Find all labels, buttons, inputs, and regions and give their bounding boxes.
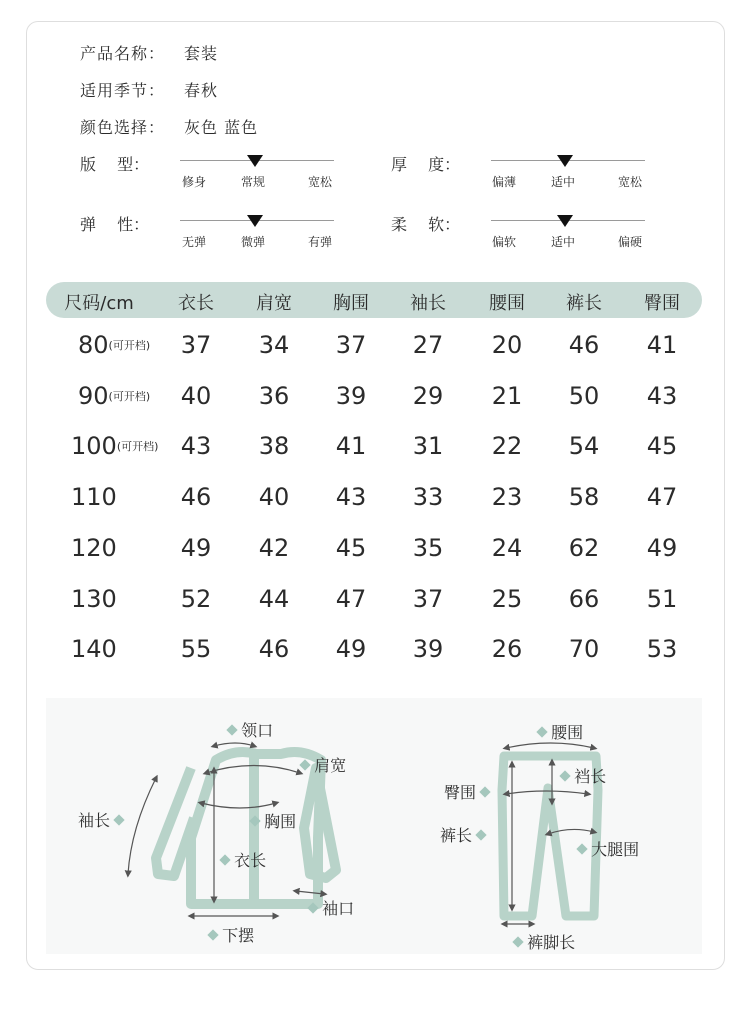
fit-option-2: 常规 xyxy=(241,175,266,189)
product-name-value: 套装 xyxy=(184,44,219,63)
fit-option-3: 宽松 xyxy=(308,175,333,189)
value-cell: 29 xyxy=(412,381,444,410)
table-row xyxy=(0,432,750,472)
header-waist: 腰围 xyxy=(489,293,525,314)
diamond-icon xyxy=(576,843,587,854)
value-cell: 38 xyxy=(258,432,290,461)
softness-option-2: 适中 xyxy=(551,235,576,249)
value-cell: 41 xyxy=(335,432,367,461)
table-row xyxy=(0,382,750,422)
value-cell: 55 xyxy=(180,635,212,664)
value-cell: 39 xyxy=(412,635,444,664)
product-name-label: 产品名称： xyxy=(80,44,166,63)
color-label: 颜色选择： xyxy=(80,118,166,137)
hem-label: 下摆 xyxy=(209,923,254,946)
measurement-diagram xyxy=(46,698,702,954)
length-label: 衣长 xyxy=(221,848,266,871)
value-cell: 46 xyxy=(258,635,290,664)
diamond-icon xyxy=(559,770,570,781)
diamond-icon xyxy=(512,936,523,947)
rise-label: 裆长 xyxy=(561,764,606,787)
value-cell: 41 xyxy=(646,331,678,359)
value-cell: 42 xyxy=(258,533,290,562)
elasticity-scale-marker xyxy=(247,215,263,227)
value-cell: 58 xyxy=(568,483,600,512)
value-cell: 49 xyxy=(646,533,678,562)
cuff-label: 袖口 xyxy=(309,896,354,919)
elasticity-option-3: 有弹 xyxy=(308,235,333,249)
table-row xyxy=(0,585,750,625)
diamond-icon xyxy=(226,724,237,735)
chest-label: 胸围 xyxy=(251,809,296,832)
value-cell: 25 xyxy=(491,584,523,613)
diamond-icon xyxy=(299,759,310,770)
softness-option-3: 偏硬 xyxy=(618,235,643,249)
thigh-label: 大腿围 xyxy=(578,837,639,860)
value-cell: 50 xyxy=(568,381,600,410)
size-cell: 140 xyxy=(71,635,117,664)
size-cell: 110 xyxy=(71,483,117,512)
table-row xyxy=(0,483,750,523)
thickness-option-2: 适中 xyxy=(551,175,576,189)
value-cell: 33 xyxy=(412,483,444,512)
value-cell: 40 xyxy=(180,381,212,410)
header-shoulder: 肩宽 xyxy=(256,293,292,314)
size-note: (可开档) xyxy=(116,440,159,454)
value-cell: 43 xyxy=(180,432,212,461)
header-length: 衣长 xyxy=(178,293,214,314)
diamond-icon xyxy=(249,815,260,826)
softness-scale-marker xyxy=(557,215,573,227)
value-cell: 35 xyxy=(412,533,444,562)
value-cell: 23 xyxy=(491,483,523,512)
value-cell: 49 xyxy=(335,635,367,664)
fit-scale-label: 版 型： xyxy=(80,155,150,174)
thickness-scale-marker xyxy=(557,155,573,167)
fit-scale-marker xyxy=(247,155,263,167)
value-cell: 24 xyxy=(491,533,523,562)
leg-opening-label: 裤脚长 xyxy=(514,930,575,953)
shoulder-label: 肩宽 xyxy=(301,753,346,776)
value-cell: 37 xyxy=(412,584,444,613)
value-cell: 52 xyxy=(180,584,212,613)
table-row xyxy=(0,331,750,371)
size-table-header xyxy=(46,282,702,318)
size-cell: 120 xyxy=(71,533,117,562)
season-value: 春秋 xyxy=(184,81,219,100)
value-cell: 53 xyxy=(646,635,678,664)
thickness-option-1: 偏薄 xyxy=(492,175,517,189)
softness-scale-label: 柔 软： xyxy=(391,215,461,234)
value-cell: 66 xyxy=(568,584,600,613)
size-note: (可开档) xyxy=(108,389,151,403)
value-cell: 47 xyxy=(335,584,367,613)
value-cell: 47 xyxy=(646,483,678,512)
value-cell: 62 xyxy=(568,533,600,562)
header-chest: 胸围 xyxy=(333,293,369,314)
value-cell: 36 xyxy=(258,381,290,410)
table-row xyxy=(0,635,750,675)
value-cell: 45 xyxy=(646,432,678,461)
thickness-scale-label: 厚 度： xyxy=(391,155,461,174)
diamond-icon xyxy=(207,929,218,940)
value-cell: 21 xyxy=(491,381,523,410)
value-cell: 20 xyxy=(491,331,523,359)
season-row xyxy=(80,78,218,101)
value-cell: 34 xyxy=(258,331,290,359)
diamond-icon xyxy=(536,726,547,737)
product-name-row xyxy=(80,41,218,64)
elasticity-option-2: 微弹 xyxy=(241,235,266,249)
pants-length-label: 裤长 xyxy=(440,823,485,846)
thickness-option-3: 宽松 xyxy=(618,175,643,189)
value-cell: 27 xyxy=(412,331,444,359)
waist-label: 腰围 xyxy=(538,720,583,743)
value-cell: 51 xyxy=(646,584,678,613)
hip-label: 臀围 xyxy=(444,780,489,803)
header-hip: 臀围 xyxy=(644,293,680,314)
collar-label: 领口 xyxy=(228,718,273,741)
header-size: 尺码/cm xyxy=(64,293,134,314)
size-cell: 90(可开档) xyxy=(78,381,151,410)
size-cell: 80(可开档) xyxy=(78,331,151,359)
value-cell: 26 xyxy=(491,635,523,664)
value-cell: 39 xyxy=(335,381,367,410)
softness-option-1: 偏软 xyxy=(492,235,517,249)
sleeve-label: 袖长 xyxy=(78,808,123,831)
value-cell: 54 xyxy=(568,432,600,461)
value-cell: 70 xyxy=(568,635,600,664)
header-sleeve: 袖长 xyxy=(410,293,446,314)
size-cell: 100(可开档) xyxy=(71,432,159,461)
value-cell: 43 xyxy=(335,483,367,512)
value-cell: 37 xyxy=(335,331,367,359)
season-label: 适用季节： xyxy=(80,81,166,100)
value-cell: 46 xyxy=(180,483,212,512)
value-cell: 49 xyxy=(180,533,212,562)
value-cell: 22 xyxy=(491,432,523,461)
diamond-icon xyxy=(219,854,230,865)
value-cell: 46 xyxy=(568,331,600,359)
value-cell: 31 xyxy=(412,432,444,461)
size-note: (可开档) xyxy=(108,339,151,352)
elasticity-scale-label: 弹 性： xyxy=(80,215,150,234)
color-value: 灰色 蓝色 xyxy=(184,118,259,137)
diamond-icon xyxy=(307,902,318,913)
table-row xyxy=(0,534,750,574)
size-cell: 130 xyxy=(71,584,117,613)
diamond-icon xyxy=(475,829,486,840)
header-pants-length: 裤长 xyxy=(566,293,602,314)
fit-option-1: 修身 xyxy=(182,175,207,189)
diamond-icon xyxy=(113,814,124,825)
value-cell: 43 xyxy=(646,381,678,410)
value-cell: 45 xyxy=(335,533,367,562)
value-cell: 37 xyxy=(180,331,212,359)
color-row xyxy=(80,115,258,138)
diamond-icon xyxy=(479,786,490,797)
elasticity-option-1: 无弹 xyxy=(182,235,207,249)
value-cell: 40 xyxy=(258,483,290,512)
garment-illustration xyxy=(46,698,702,954)
value-cell: 44 xyxy=(258,584,290,613)
